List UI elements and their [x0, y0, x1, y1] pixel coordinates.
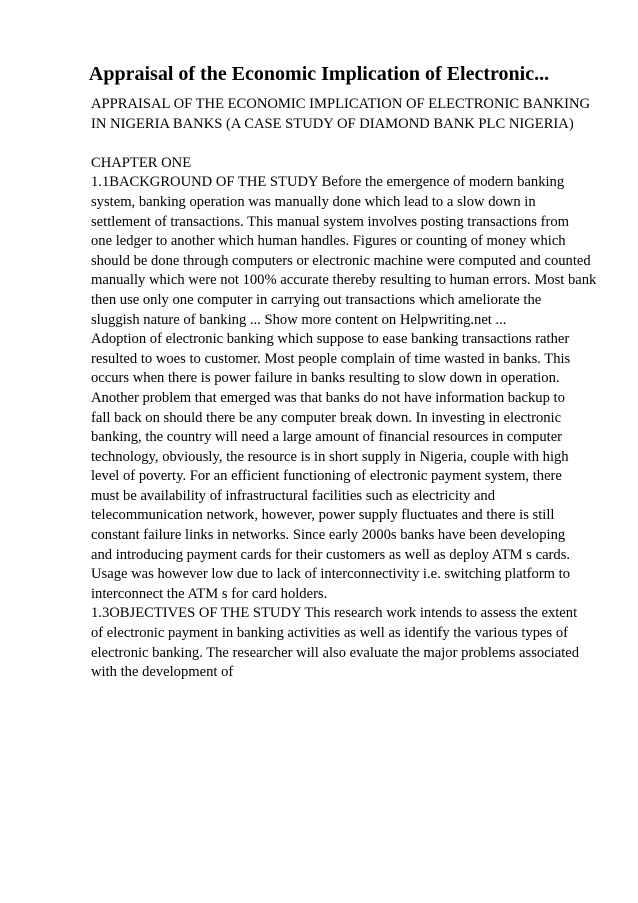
body-line: 1.3OBJECTIVES OF THE STUDY This research work intends to assess the extent [91, 605, 578, 622]
body-line: constant failure links in networks. Since early 2000s banks have been developing [91, 527, 566, 544]
body-line: with the development of [91, 664, 234, 681]
body-line: Usage was however low due to lack of interconnectivity i.e. switching platform to [91, 566, 571, 583]
body-line: manually which were not 100% accurate thereby resulting to human errors. Most bank [91, 272, 597, 289]
body-line: banking, the country will need a large amount of financial resources in computer [91, 429, 563, 446]
body-line: 1.1BACKGROUND OF THE STUDY Before the emergence of modern banking [91, 174, 565, 191]
document-title: Appraisal of the Economic Implication of Electronic... [88, 63, 550, 85]
paragraph-spacer [91, 134, 601, 154]
body-line: settlement of transactions. This manual system involves posting transactions from [91, 213, 570, 230]
body-line: telecommunication network, however, power supply fluctuates and there is still [91, 507, 555, 524]
body-line: fall back on should there be any computer break down. In investing in electronic [91, 409, 562, 426]
body-line: of electronic payment in banking activities as well as identify the various types of [91, 625, 568, 642]
body-line: electronic banking. The researcher will also evaluate the major problems associated [91, 644, 580, 661]
body-line: level of poverty. For an efficient functioning of electronic payment system, there [91, 468, 562, 485]
body-line: Adoption of electronic banking which suppose to ease banking transactions rather [91, 331, 570, 348]
body-line: one ledger to another which human handles. Figures or counting of money which [91, 233, 566, 250]
body-line: interconnect the ATM s for card holders. [91, 585, 328, 602]
body-line: must be availability of infrastructural facilities such as electricity and [91, 487, 496, 504]
heading-line: APPRAISAL OF THE ECONOMIC IMPLICATION OF ELECTRONIC BANKING [91, 96, 591, 112]
body-line: occurs when there is power failure in banks resulting to slow down in operation. [91, 370, 560, 387]
body-line: and introducing payment cards for their customers as well as deploy ATM s cards. [91, 546, 571, 563]
document-body [91, 95, 601, 683]
chapter-label: CHAPTER ONE [91, 154, 192, 171]
body-line: should be done through computers or electronic machine were computed and counted [91, 252, 591, 269]
heading-line: IN NIGERIA BANKS (A CASE STUDY OF DIAMOND BANK PLC NIGERIA) [91, 115, 574, 132]
body-line: resulted to woes to customer. Most people complain of time wasted in banks. This [91, 350, 571, 367]
body-line: then use only one computer in carrying out transactions which ameliorate the [91, 291, 542, 308]
body-line: sluggish nature of banking ... Show more content on Helpwriting.net ... [91, 311, 507, 328]
body-line: technology, obviously, the resource is in short supply in Nigeria, couple with high [91, 448, 569, 465]
body-line: system, banking operation was manually done which lead to a slow down in [91, 193, 536, 210]
body-line: Another problem that emerged was that banks do not have information backup to [91, 389, 565, 406]
